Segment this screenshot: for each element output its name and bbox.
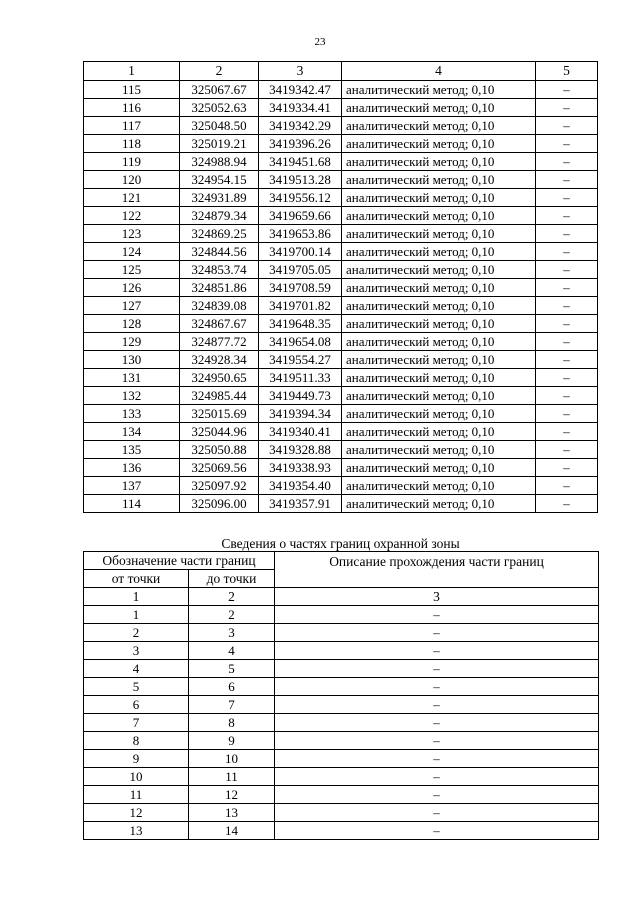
table-row xyxy=(84,279,598,297)
table-row xyxy=(84,714,599,732)
y-coordinate-cell: 3419338.93 xyxy=(259,459,342,477)
parts-table-body xyxy=(84,606,599,840)
point-number-cell: 117 xyxy=(84,117,180,135)
description-cell: – xyxy=(275,606,599,624)
to-point-cell: 14 xyxy=(189,822,275,840)
y-coordinate-cell: 3419659.66 xyxy=(259,207,342,225)
point-number-cell: 120 xyxy=(84,171,180,189)
y-coordinate-cell: 3419701.82 xyxy=(259,297,342,315)
from-point-cell: 6 xyxy=(84,696,189,714)
x-coordinate-cell: 324877.72 xyxy=(180,333,259,351)
point-number-cell: 126 xyxy=(84,279,180,297)
parts-header-row xyxy=(84,552,599,570)
from-point-cell: 9 xyxy=(84,750,189,768)
description-cell: – xyxy=(275,804,599,822)
x-coordinate-cell: 324928.34 xyxy=(180,351,259,369)
from-point-cell: 4 xyxy=(84,660,189,678)
method-accuracy-cell: аналитический метод; 0,10 xyxy=(342,315,536,333)
table-row xyxy=(84,315,598,333)
table-row xyxy=(84,333,598,351)
x-coordinate-cell: 325067.67 xyxy=(180,81,259,99)
table-row xyxy=(84,423,598,441)
column-number: 3 xyxy=(275,588,599,606)
y-coordinate-cell: 3419653.86 xyxy=(259,225,342,243)
column-header: 2 xyxy=(180,62,259,81)
method-accuracy-cell: аналитический метод; 0,10 xyxy=(342,477,536,495)
table-row xyxy=(84,405,598,423)
from-point-cell: 1 xyxy=(84,606,189,624)
from-point-cell: 3 xyxy=(84,642,189,660)
point-number-cell: 114 xyxy=(84,495,180,513)
to-point-cell: 8 xyxy=(189,714,275,732)
method-accuracy-cell: аналитический метод; 0,10 xyxy=(342,351,536,369)
extra-cell: – xyxy=(536,423,598,441)
to-point-cell: 9 xyxy=(189,732,275,750)
table-row xyxy=(84,117,598,135)
to-point-cell: 6 xyxy=(189,678,275,696)
method-accuracy-cell: аналитический метод; 0,10 xyxy=(342,495,536,513)
extra-cell: – xyxy=(536,243,598,261)
point-number-cell: 136 xyxy=(84,459,180,477)
x-coordinate-cell: 324988.94 xyxy=(180,153,259,171)
extra-cell: – xyxy=(536,81,598,99)
point-number-cell: 122 xyxy=(84,207,180,225)
extra-cell: – xyxy=(536,261,598,279)
x-coordinate-cell: 325048.50 xyxy=(180,117,259,135)
page-number: 23 xyxy=(314,36,326,48)
header-description: Описание прохождения части границ xyxy=(275,552,599,588)
table-row xyxy=(84,477,598,495)
table-row xyxy=(84,441,598,459)
method-accuracy-cell: аналитический метод; 0,10 xyxy=(342,117,536,135)
x-coordinate-cell: 325019.21 xyxy=(180,135,259,153)
table-row xyxy=(84,189,598,207)
y-coordinate-cell: 3419328.88 xyxy=(259,441,342,459)
table-row xyxy=(84,732,599,750)
table-row xyxy=(84,678,599,696)
to-point-cell: 5 xyxy=(189,660,275,678)
x-coordinate-cell: 324839.08 xyxy=(180,297,259,315)
y-coordinate-cell: 3419554.27 xyxy=(259,351,342,369)
point-number-cell: 119 xyxy=(84,153,180,171)
column-header: 4 xyxy=(342,62,536,81)
column-header: 1 xyxy=(84,62,180,81)
from-point-cell: 8 xyxy=(84,732,189,750)
point-number-cell: 124 xyxy=(84,243,180,261)
extra-cell: – xyxy=(536,459,598,477)
y-coordinate-cell: 3419700.14 xyxy=(259,243,342,261)
extra-cell: – xyxy=(536,171,598,189)
table-row xyxy=(84,225,598,243)
from-point-cell: 7 xyxy=(84,714,189,732)
table-row xyxy=(84,606,599,624)
table-row xyxy=(84,786,599,804)
point-number-cell: 129 xyxy=(84,333,180,351)
to-point-cell: 2 xyxy=(189,606,275,624)
x-coordinate-cell: 324867.67 xyxy=(180,315,259,333)
method-accuracy-cell: аналитический метод; 0,10 xyxy=(342,171,536,189)
table-row xyxy=(84,81,598,99)
extra-cell: – xyxy=(536,189,598,207)
method-accuracy-cell: аналитический метод; 0,10 xyxy=(342,135,536,153)
method-accuracy-cell: аналитический метод; 0,10 xyxy=(342,387,536,405)
point-number-cell: 132 xyxy=(84,387,180,405)
method-accuracy-cell: аналитический метод; 0,10 xyxy=(342,441,536,459)
description-cell: – xyxy=(275,660,599,678)
table-row xyxy=(84,624,599,642)
description-cell: – xyxy=(275,624,599,642)
extra-cell: – xyxy=(536,279,598,297)
point-number-cell: 135 xyxy=(84,441,180,459)
table-row xyxy=(84,207,598,225)
extra-cell: – xyxy=(536,315,598,333)
header-to-point: до точки xyxy=(189,570,275,588)
method-accuracy-cell: аналитический метод; 0,10 xyxy=(342,99,536,117)
y-coordinate-cell: 3419394.34 xyxy=(259,405,342,423)
coordinates-table xyxy=(83,61,598,513)
table-row xyxy=(84,804,599,822)
method-accuracy-cell: аналитический метод; 0,10 xyxy=(342,279,536,297)
method-accuracy-cell: аналитический метод; 0,10 xyxy=(342,297,536,315)
extra-cell: – xyxy=(536,387,598,405)
table-row xyxy=(84,660,599,678)
description-cell: – xyxy=(275,768,599,786)
method-accuracy-cell: аналитический метод; 0,10 xyxy=(342,405,536,423)
to-point-cell: 12 xyxy=(189,786,275,804)
extra-cell: – xyxy=(536,117,598,135)
y-coordinate-cell: 3419451.68 xyxy=(259,153,342,171)
y-coordinate-cell: 3419342.29 xyxy=(259,117,342,135)
method-accuracy-cell: аналитический метод; 0,10 xyxy=(342,243,536,261)
table-row xyxy=(84,387,598,405)
to-point-cell: 11 xyxy=(189,768,275,786)
parts-column-numbers-row xyxy=(84,588,599,606)
description-cell: – xyxy=(275,714,599,732)
x-coordinate-cell: 324869.25 xyxy=(180,225,259,243)
y-coordinate-cell: 3419342.47 xyxy=(259,81,342,99)
extra-cell: – xyxy=(536,297,598,315)
y-coordinate-cell: 3419396.26 xyxy=(259,135,342,153)
y-coordinate-cell: 3419354.40 xyxy=(259,477,342,495)
table-row xyxy=(84,750,599,768)
x-coordinate-cell: 325097.92 xyxy=(180,477,259,495)
method-accuracy-cell: аналитический метод; 0,10 xyxy=(342,189,536,207)
description-cell: – xyxy=(275,750,599,768)
x-coordinate-cell: 325050.88 xyxy=(180,441,259,459)
coordinates-header-row xyxy=(84,62,598,81)
method-accuracy-cell: аналитический метод; 0,10 xyxy=(342,459,536,477)
column-number: 1 xyxy=(84,588,189,606)
to-point-cell: 7 xyxy=(189,696,275,714)
extra-cell: – xyxy=(536,135,598,153)
extra-cell: – xyxy=(536,207,598,225)
point-number-cell: 115 xyxy=(84,81,180,99)
point-number-cell: 131 xyxy=(84,369,180,387)
point-number-cell: 125 xyxy=(84,261,180,279)
extra-cell: – xyxy=(536,99,598,117)
table-row xyxy=(84,696,599,714)
description-cell: – xyxy=(275,822,599,840)
x-coordinate-cell: 325044.96 xyxy=(180,423,259,441)
x-coordinate-cell: 324985.44 xyxy=(180,387,259,405)
point-number-cell: 118 xyxy=(84,135,180,153)
method-accuracy-cell: аналитический метод; 0,10 xyxy=(342,423,536,441)
point-number-cell: 130 xyxy=(84,351,180,369)
x-coordinate-cell: 324954.15 xyxy=(180,171,259,189)
point-number-cell: 128 xyxy=(84,315,180,333)
x-coordinate-cell: 325052.63 xyxy=(180,99,259,117)
y-coordinate-cell: 3419334.41 xyxy=(259,99,342,117)
table-row xyxy=(84,495,598,513)
table-row xyxy=(84,261,598,279)
from-point-cell: 12 xyxy=(84,804,189,822)
from-point-cell: 11 xyxy=(84,786,189,804)
header-from-point: от точки xyxy=(84,570,189,588)
point-number-cell: 127 xyxy=(84,297,180,315)
section-title: Сведения о частях границ охранной зоны xyxy=(221,536,460,551)
table-row xyxy=(84,642,599,660)
from-point-cell: 2 xyxy=(84,624,189,642)
extra-cell: – xyxy=(536,225,598,243)
to-point-cell: 13 xyxy=(189,804,275,822)
description-cell: – xyxy=(275,786,599,804)
x-coordinate-cell: 324851.86 xyxy=(180,279,259,297)
extra-cell: – xyxy=(536,351,598,369)
table-row xyxy=(84,369,598,387)
table-row xyxy=(84,768,599,786)
table-row xyxy=(84,135,598,153)
extra-cell: – xyxy=(536,477,598,495)
x-coordinate-cell: 325069.56 xyxy=(180,459,259,477)
method-accuracy-cell: аналитический метод; 0,10 xyxy=(342,261,536,279)
method-accuracy-cell: аналитический метод; 0,10 xyxy=(342,153,536,171)
to-point-cell: 4 xyxy=(189,642,275,660)
point-number-cell: 123 xyxy=(84,225,180,243)
y-coordinate-cell: 3419340.41 xyxy=(259,423,342,441)
description-cell: – xyxy=(275,696,599,714)
x-coordinate-cell: 325096.00 xyxy=(180,495,259,513)
method-accuracy-cell: аналитический метод; 0,10 xyxy=(342,333,536,351)
table-row xyxy=(84,459,598,477)
y-coordinate-cell: 3419357.91 xyxy=(259,495,342,513)
x-coordinate-cell: 325015.69 xyxy=(180,405,259,423)
extra-cell: – xyxy=(536,441,598,459)
header-group: Обозначение части границ xyxy=(84,552,275,570)
y-coordinate-cell: 3419648.35 xyxy=(259,315,342,333)
method-accuracy-cell: аналитический метод; 0,10 xyxy=(342,369,536,387)
extra-cell: – xyxy=(536,495,598,513)
point-number-cell: 137 xyxy=(84,477,180,495)
point-number-cell: 134 xyxy=(84,423,180,441)
column-number: 2 xyxy=(189,588,275,606)
table-row xyxy=(84,297,598,315)
y-coordinate-cell: 3419513.28 xyxy=(259,171,342,189)
to-point-cell: 3 xyxy=(189,624,275,642)
y-coordinate-cell: 3419449.73 xyxy=(259,387,342,405)
y-coordinate-cell: 3419556.12 xyxy=(259,189,342,207)
y-coordinate-cell: 3419708.59 xyxy=(259,279,342,297)
x-coordinate-cell: 324879.34 xyxy=(180,207,259,225)
method-accuracy-cell: аналитический метод; 0,10 xyxy=(342,207,536,225)
column-header: 5 xyxy=(536,62,598,81)
extra-cell: – xyxy=(536,333,598,351)
description-cell: – xyxy=(275,678,599,696)
table-row xyxy=(84,822,599,840)
x-coordinate-cell: 324931.89 xyxy=(180,189,259,207)
method-accuracy-cell: аналитический метод; 0,10 xyxy=(342,225,536,243)
from-point-cell: 5 xyxy=(84,678,189,696)
x-coordinate-cell: 324950.65 xyxy=(180,369,259,387)
point-number-cell: 116 xyxy=(84,99,180,117)
column-header: 3 xyxy=(259,62,342,81)
coordinates-table-body xyxy=(84,81,598,513)
y-coordinate-cell: 3419654.08 xyxy=(259,333,342,351)
y-coordinate-cell: 3419511.33 xyxy=(259,369,342,387)
description-cell: – xyxy=(275,732,599,750)
point-number-cell: 121 xyxy=(84,189,180,207)
method-accuracy-cell: аналитический метод; 0,10 xyxy=(342,81,536,99)
table-row xyxy=(84,99,598,117)
from-point-cell: 10 xyxy=(84,768,189,786)
extra-cell: – xyxy=(536,369,598,387)
table-row xyxy=(84,243,598,261)
table-row xyxy=(84,171,598,189)
point-number-cell: 133 xyxy=(84,405,180,423)
extra-cell: – xyxy=(536,405,598,423)
table-row xyxy=(84,153,598,171)
boundary-parts-table xyxy=(83,551,599,840)
table-row xyxy=(84,351,598,369)
extra-cell: – xyxy=(536,153,598,171)
y-coordinate-cell: 3419705.05 xyxy=(259,261,342,279)
from-point-cell: 13 xyxy=(84,822,189,840)
x-coordinate-cell: 324844.56 xyxy=(180,243,259,261)
description-cell: – xyxy=(275,642,599,660)
to-point-cell: 10 xyxy=(189,750,275,768)
x-coordinate-cell: 324853.74 xyxy=(180,261,259,279)
